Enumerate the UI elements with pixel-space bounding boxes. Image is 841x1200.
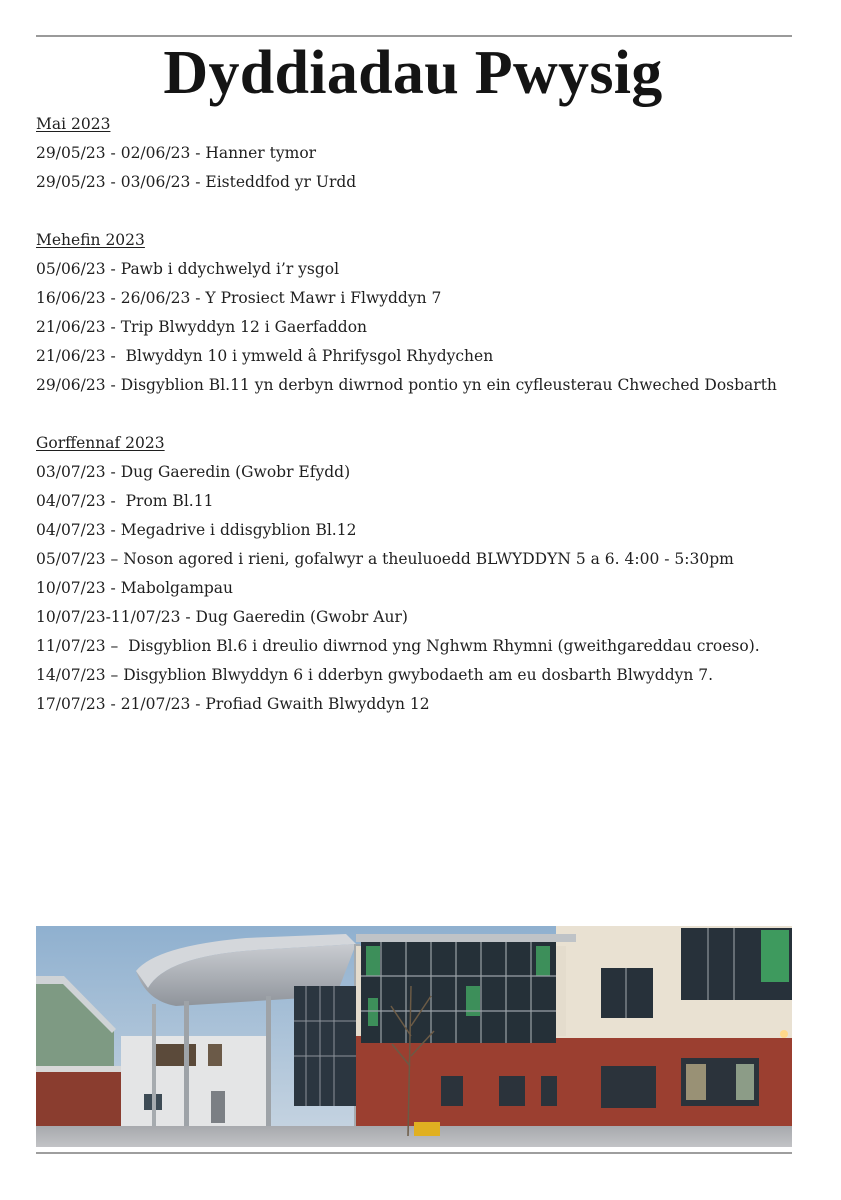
section-gorffennaf	[36, 429, 826, 719]
section-mehefin	[36, 226, 826, 400]
date-entry: 04/07/23 - Megadrive i ddisgyblion Bl.12	[36, 521, 357, 539]
section-heading: Mai 2023	[36, 115, 111, 133]
date-entry: 11/07/23 – Disgyblion Bl.6 i dreulio diwrnod yng Nghwm Rhymni (gweithgareddau croeso).	[36, 637, 760, 655]
dates-list	[36, 110, 826, 748]
date-entry: 29/06/23 - Disgyblion Bl.11 yn derbyn diwrnod pontio yn ein cyfleusterau Chweched Dosbarth	[36, 376, 777, 394]
date-entry: 17/07/23 - 21/07/23 - Profiad Gwaith Blwyddyn 12	[36, 695, 430, 713]
date-entry: 29/05/23 - 03/06/23 - Eisteddfod yr Urdd	[36, 173, 357, 191]
section-heading: Mehefin 2023	[36, 231, 145, 249]
page-title: Dyddiadau Pwysig	[163, 39, 663, 107]
date-entry: 29/05/23 - 02/06/23 - Hanner tymor	[36, 144, 317, 162]
bottom-rule	[36, 1152, 792, 1154]
date-entry: 05/06/23 - Pawb i ddychwelyd i’r ysgol	[36, 260, 340, 278]
date-entry: 10/07/23 - Mabolgampau	[36, 579, 234, 597]
date-entry: 21/06/23 - Trip Blwyddyn 12 i Gaerfaddon	[36, 318, 368, 336]
date-entry: 14/07/23 – Disgyblion Blwyddyn 6 i dderbyn gwybodaeth am eu dosbarth Blwyddyn 7.	[36, 666, 714, 684]
section-mai	[36, 110, 826, 197]
date-entry: 05/07/23 – Noson agored i rieni, gofalwyr a theuluoedd BLWYDDYN 5 a 6. 4:00 - 5:30pm	[36, 550, 734, 568]
date-entry: 21/06/23 - Blwyddyn 10 i ymweld â Phrifysgol Rhydychen	[36, 347, 494, 365]
date-entry: 03/07/23 - Dug Gaeredin (Gwobr Efydd)	[36, 463, 351, 481]
date-entry: 04/07/23 - Prom Bl.11	[36, 492, 214, 510]
date-entry: 10/07/23-11/07/23 - Dug Gaeredin (Gwobr Aur)	[36, 608, 408, 626]
date-entry: 16/06/23 - 26/06/23 - Y Prosiect Mawr i Flwyddyn 7	[36, 289, 442, 307]
section-heading: Gorffennaf 2023	[36, 434, 165, 452]
school-building-photo	[36, 926, 792, 1147]
